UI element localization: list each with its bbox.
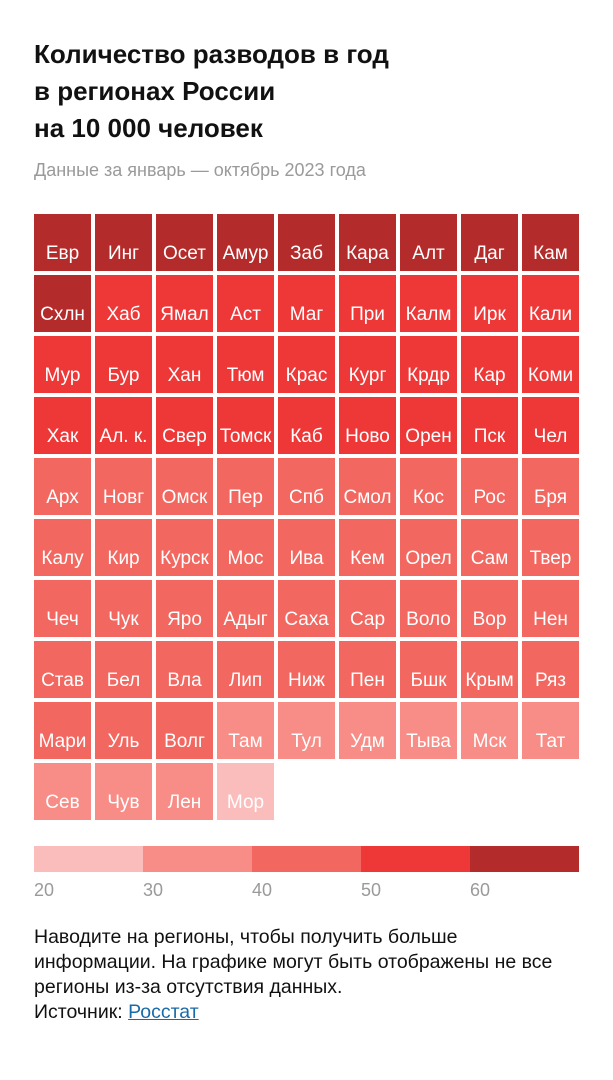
region-tile[interactable] xyxy=(95,275,152,332)
region-tile[interactable] xyxy=(156,275,213,332)
region-tile-label: Сев xyxy=(45,792,80,813)
region-tile-label: Ямал xyxy=(160,304,209,325)
region-tile[interactable] xyxy=(461,519,518,576)
region-tile-label: Амур xyxy=(222,243,269,264)
region-tile[interactable] xyxy=(217,580,274,637)
legend-swatch xyxy=(252,846,361,872)
region-tile-label: Там xyxy=(228,731,263,752)
region-tile[interactable] xyxy=(34,763,91,820)
legend-tick-label: 20 xyxy=(34,880,55,900)
region-tile[interactable] xyxy=(400,397,457,454)
region-tile[interactable] xyxy=(339,519,396,576)
region-tile[interactable] xyxy=(95,458,152,515)
region-tile[interactable] xyxy=(461,641,518,698)
region-tile[interactable] xyxy=(400,214,457,271)
region-tile-label: Свер xyxy=(162,426,207,447)
region-tile[interactable] xyxy=(278,214,335,271)
region-tile-label: Тул xyxy=(291,731,322,752)
region-tile[interactable] xyxy=(217,275,274,332)
legend-tick-label: 60 xyxy=(470,880,491,900)
region-tile[interactable] xyxy=(339,397,396,454)
region-tile[interactable] xyxy=(278,397,335,454)
region-tile-label: Мор xyxy=(226,792,265,813)
region-tile[interactable] xyxy=(339,458,396,515)
region-tile[interactable] xyxy=(339,641,396,698)
region-tile-label: Вла xyxy=(167,670,202,691)
region-tile[interactable] xyxy=(217,702,274,759)
region-tile[interactable] xyxy=(95,580,152,637)
region-tile-label: Мос xyxy=(227,548,264,569)
legend-swatch xyxy=(34,846,143,872)
region-tile[interactable] xyxy=(400,336,457,393)
region-tile-label: Крдр xyxy=(407,365,450,386)
region-tile[interactable] xyxy=(278,580,335,637)
region-tile-label: Сар xyxy=(349,609,386,630)
region-tile-label: Ряз xyxy=(534,670,567,691)
region-tile-label: Крас xyxy=(285,365,328,386)
region-tile-label: Волг xyxy=(164,731,205,752)
region-tile[interactable] xyxy=(522,641,579,698)
region-tile[interactable] xyxy=(278,702,335,759)
region-tile-label: Ал. к. xyxy=(99,426,148,447)
region-tile[interactable] xyxy=(156,214,213,271)
region-tile-label: Калу xyxy=(41,548,84,569)
region-tile[interactable] xyxy=(461,214,518,271)
region-tile[interactable] xyxy=(278,519,335,576)
region-tile-label: Нен xyxy=(533,609,568,630)
region-tile-label: При xyxy=(350,304,385,325)
region-tile-label: Орен xyxy=(405,426,452,447)
region-tile[interactable] xyxy=(461,580,518,637)
region-tile-label: Ива xyxy=(289,548,324,569)
region-tile[interactable] xyxy=(400,580,457,637)
region-tile-label: Мур xyxy=(44,365,81,386)
region-tile-label: Кос xyxy=(412,487,445,508)
region-tile[interactable] xyxy=(95,763,152,820)
region-tile-label: Бря xyxy=(533,487,568,508)
title-line-1: Количество разводов в год xyxy=(34,39,389,69)
region-tile-label: Ирк xyxy=(473,304,506,325)
region-tile-label: Яро xyxy=(167,609,202,630)
source-label: Источник: xyxy=(34,1001,123,1023)
region-tile-label: Кир xyxy=(107,548,140,569)
region-tile-label: Схлн xyxy=(40,304,85,325)
region-tile[interactable] xyxy=(95,397,152,454)
region-tile-grid xyxy=(34,214,579,824)
region-tile-label: Хак xyxy=(46,426,79,447)
region-tile-label: Каб xyxy=(290,426,323,447)
region-tile[interactable] xyxy=(522,336,579,393)
region-tile[interactable] xyxy=(217,519,274,576)
region-tile-label: Евр xyxy=(45,243,80,264)
region-tile-label: Кар xyxy=(473,365,506,386)
region-tile-label: Хаб xyxy=(106,304,141,325)
region-tile-label: Хан xyxy=(167,365,202,386)
region-tile-label: Омск xyxy=(161,487,208,508)
region-tile[interactable] xyxy=(278,641,335,698)
region-tile[interactable] xyxy=(156,397,213,454)
region-tile-label: Ниж xyxy=(287,670,326,691)
region-tile[interactable] xyxy=(522,458,579,515)
region-tile-label: Став xyxy=(41,670,84,691)
region-tile-label: Осет xyxy=(163,243,206,264)
region-tile-label: Пер xyxy=(228,487,263,508)
region-tile-label: Смол xyxy=(343,487,392,508)
region-tile[interactable] xyxy=(156,641,213,698)
region-tile[interactable] xyxy=(339,275,396,332)
region-tile-label: Вор xyxy=(472,609,507,630)
region-tile[interactable] xyxy=(522,519,579,576)
region-tile[interactable] xyxy=(461,336,518,393)
region-tile[interactable] xyxy=(278,336,335,393)
region-tile-label: Чув xyxy=(107,792,140,813)
region-tile[interactable] xyxy=(156,336,213,393)
color-legend xyxy=(34,846,579,872)
region-tile-label: Твер xyxy=(529,548,572,569)
region-tile[interactable] xyxy=(278,458,335,515)
region-tile-label: Арх xyxy=(46,487,79,508)
region-tile[interactable] xyxy=(34,275,91,332)
region-tile[interactable] xyxy=(34,214,91,271)
region-tile-label: Лен xyxy=(167,792,202,813)
region-tile[interactable] xyxy=(522,214,579,271)
region-tile-label: Кург xyxy=(348,365,387,386)
region-tile-label: Уль xyxy=(107,731,140,752)
region-tile[interactable] xyxy=(217,214,274,271)
source-link[interactable]: Росстат xyxy=(128,1001,199,1023)
region-tile-label: Коми xyxy=(527,365,574,386)
region-tile[interactable] xyxy=(156,702,213,759)
region-tile[interactable] xyxy=(34,641,91,698)
region-tile[interactable] xyxy=(339,214,396,271)
region-tile[interactable] xyxy=(339,580,396,637)
region-tile[interactable] xyxy=(95,519,152,576)
region-tile[interactable] xyxy=(217,763,274,820)
region-tile-label: Кара xyxy=(346,243,389,264)
region-tile-label: Курск xyxy=(160,548,209,569)
footer-note-text: Наводите на регионы, чтобы получить больше информации. На графике могут быть отображены не все регионы из-за отсутствия данных. xyxy=(34,926,553,998)
region-tile[interactable] xyxy=(339,702,396,759)
region-tile-label: Мск xyxy=(472,731,507,752)
region-tile[interactable] xyxy=(34,397,91,454)
region-tile[interactable] xyxy=(34,519,91,576)
region-tile-label: Чеч xyxy=(46,609,79,630)
region-tile-label: Инг xyxy=(107,243,140,264)
region-tile[interactable] xyxy=(156,458,213,515)
region-tile[interactable] xyxy=(461,397,518,454)
region-tile-label: Маг xyxy=(289,304,324,325)
region-tile-label: Сам xyxy=(470,548,509,569)
region-tile-label: Бшк xyxy=(410,670,447,691)
region-tile[interactable] xyxy=(400,641,457,698)
region-tile-label: Мари xyxy=(38,731,87,752)
region-tile-label: Лип xyxy=(228,670,263,691)
region-tile[interactable] xyxy=(400,519,457,576)
region-tile[interactable] xyxy=(522,702,579,759)
region-tile-label: Аст xyxy=(230,304,261,325)
region-tile[interactable] xyxy=(156,763,213,820)
region-tile[interactable] xyxy=(400,702,457,759)
title-line-3: на 10 000 человек xyxy=(34,113,263,143)
region-tile[interactable] xyxy=(34,336,91,393)
region-tile-label: Кам xyxy=(533,243,568,264)
region-tile-label: Саха xyxy=(284,609,329,630)
region-tile[interactable] xyxy=(522,580,579,637)
region-tile-label: Орел xyxy=(405,548,452,569)
region-tile[interactable] xyxy=(156,519,213,576)
region-tile-label: Даг xyxy=(474,243,505,264)
region-tile[interactable] xyxy=(34,702,91,759)
region-tile-label: Кали xyxy=(528,304,573,325)
legend-swatch xyxy=(143,846,252,872)
region-tile-label: Пск xyxy=(473,426,506,447)
region-tile[interactable] xyxy=(217,641,274,698)
region-tile[interactable] xyxy=(278,275,335,332)
region-tile[interactable] xyxy=(461,702,518,759)
region-tile-label: Спб xyxy=(289,487,324,508)
region-tile[interactable] xyxy=(217,458,274,515)
region-tile-label: Новг xyxy=(102,487,145,508)
region-tile[interactable] xyxy=(95,336,152,393)
region-tile[interactable] xyxy=(95,641,152,698)
region-tile-label: Пен xyxy=(350,670,385,691)
region-tile[interactable] xyxy=(339,336,396,393)
region-tile-label: Заб xyxy=(290,243,323,264)
region-tile[interactable] xyxy=(400,275,457,332)
legend-tick-label: 40 xyxy=(252,880,273,900)
region-tile-label: Томск xyxy=(219,426,272,447)
region-tile[interactable] xyxy=(95,214,152,271)
footer-note xyxy=(34,925,584,1025)
legend-tick-label: 50 xyxy=(361,880,382,900)
title-line-2: в регионах России xyxy=(34,76,276,106)
region-tile[interactable] xyxy=(461,458,518,515)
region-tile-label: Воло xyxy=(406,609,451,630)
chart-subtitle: Данные за январь — октябрь 2023 года xyxy=(34,160,366,180)
chart-title xyxy=(34,36,594,147)
region-tile[interactable] xyxy=(522,397,579,454)
legend-tick-labels xyxy=(34,880,579,904)
region-tile-label: Удм xyxy=(350,731,385,752)
region-tile-label: Калм xyxy=(405,304,452,325)
region-tile-label: Тат xyxy=(535,731,566,752)
region-tile-label: Бел xyxy=(106,670,141,691)
region-tile[interactable] xyxy=(400,458,457,515)
region-tile-label: Тюм xyxy=(226,365,265,386)
region-tile[interactable] xyxy=(34,580,91,637)
region-tile[interactable] xyxy=(156,580,213,637)
legend-swatch xyxy=(361,846,470,872)
region-tile-label: Чел xyxy=(533,426,568,447)
region-tile-label: Кем xyxy=(350,548,385,569)
region-tile-label: Крым xyxy=(465,670,514,691)
region-tile-label: Тыва xyxy=(406,731,451,752)
region-tile-label: Чук xyxy=(108,609,139,630)
region-tile[interactable] xyxy=(217,397,274,454)
region-tile-label: Алт xyxy=(412,243,445,264)
region-tile[interactable] xyxy=(522,275,579,332)
region-tile-label: Ново xyxy=(345,426,390,447)
region-tile[interactable] xyxy=(34,458,91,515)
region-tile[interactable] xyxy=(95,702,152,759)
region-tile-label: Рос xyxy=(473,487,506,508)
region-tile-label: Адыг xyxy=(223,609,268,630)
region-tile[interactable] xyxy=(461,275,518,332)
region-tile-label: Бур xyxy=(107,365,140,386)
legend-swatch xyxy=(470,846,579,872)
legend-tick-label: 30 xyxy=(143,880,164,900)
region-tile[interactable] xyxy=(217,336,274,393)
